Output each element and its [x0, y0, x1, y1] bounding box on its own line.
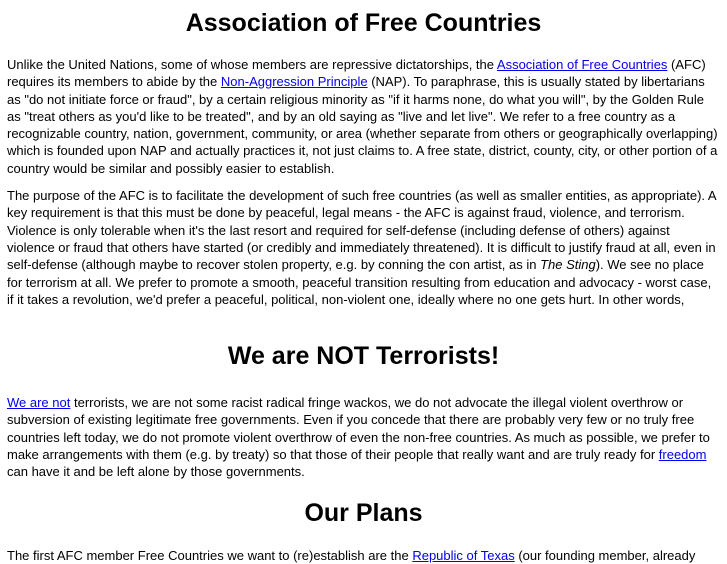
- our-plans-paragraph: [7, 547, 720, 564]
- our-plans-text-2: (our founding member, already: [514, 547, 696, 563]
- our-plans-text-1: The first AFC member Free Countries we want to (re)establish are the: [7, 547, 413, 563]
- purpose-paragraph: [7, 187, 720, 308]
- we-are-not-link[interactable]: We are not: [7, 395, 71, 411]
- not-terrorists-text-2: can have it and be left alone by those governments.: [7, 464, 305, 480]
- not-terrorists-text-1: terrorists, we are not some racist radical fringe wackos, we do not advocate the illegal violent overthrow or subversion of existing legitimate free governments. Even if you concede that there are probably very few or no truly free countries left today, we do not promote violent overthrow of even the non-free countries. As much as possible, we prefer to make arrangements with them (e.g. by treaty) so that those of their people that really want and are truly ready for: [7, 395, 710, 463]
- republic-of-texas-link[interactable]: Republic of Texas: [412, 547, 515, 563]
- our-plans-heading: Our Plans: [304, 498, 423, 527]
- purpose-text-2: ). We see no place for terrorism at all. We prefer to promote a smooth, peaceful transition resulting from education and advocacy - worst case, if it takes a revolution, we'd prefer a peaceful, political, non-violent one, ideally where no one gets hurt. In other words,: [7, 257, 712, 307]
- freedom-link[interactable]: freedom: [658, 447, 707, 463]
- page-title: Association of Free Countries: [185, 9, 542, 37]
- afc-link[interactable]: Association of Free Countries: [496, 57, 668, 72]
- intro-text-2: (AFC) requires its members to abide by the: [7, 57, 706, 90]
- the-sting-title: The Sting: [540, 257, 596, 273]
- intro-paragraph: [7, 56, 720, 177]
- intro-text-3: (NAP). To paraphrase, this is usually stated by libertarians as "do not initiate force or fraud", by a certain religious minority as "if it harms none, do what you will", by the Golden Rule as "treat others as you'd like to be treated", and by an old saying as "live and let live". We refer to a free country as a recognizable country, nation, government, community, or area (whether separate from others or geographically overlapping) which is founded upon NAP and actually practices it, not just claims to. A free state, district, county, city, or other portion of a country would be similar and possibly easier to establish.: [7, 74, 718, 176]
- not-terrorists-heading: We are NOT Terrorists!: [227, 342, 500, 371]
- intro-text-1: Unlike the United Nations, some of whose members are repressive dictatorships, the: [7, 57, 497, 72]
- purpose-text-1: The purpose of the AFC is to facilitate the development of such free countries (as well as smaller entities, as appropriate). A key requirement is that this must be done by peaceful, legal means - the AFC is against fraud, violence, and terrorism. Violence is only tolerable when it's the last resort and required for self-defense (including defense of others) against violence or fraud that others have started (or credibly and immediately threatened). It is difficult to justify fraud at all, even in self-defense (although maybe to recover stolen property, e.g. by conning the con artist, as in: [7, 188, 716, 273]
- not-terrorists-paragraph: [7, 394, 720, 480]
- nap-link[interactable]: Non-Aggression Principle: [220, 74, 368, 90]
